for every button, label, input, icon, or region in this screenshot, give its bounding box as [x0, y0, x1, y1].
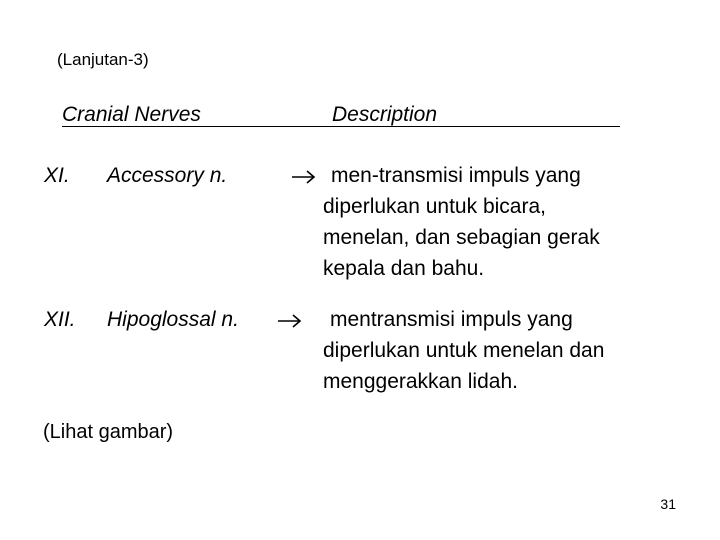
row-roman-xi: XI.	[44, 164, 70, 187]
column-header-cranial-nerves: Cranial Nerves	[62, 103, 201, 126]
description-line: diperlukan untuk menelan dan	[323, 339, 605, 362]
header-underline	[62, 126, 620, 127]
row-nerve-accessory: Accessory n.	[107, 164, 228, 187]
description-line: menelan, dan sebagian gerak	[323, 226, 600, 249]
page-number: 31	[660, 496, 676, 512]
column-header-description: Description	[332, 103, 438, 126]
description-line: menggerakkan lidah.	[323, 370, 518, 393]
description-line: mentransmisi impuls yang	[330, 308, 573, 331]
right-arrow-icon	[291, 168, 317, 191]
right-arrow-icon	[277, 312, 303, 335]
slide-subtitle: (Lanjutan-3)	[57, 50, 149, 69]
description-line: kepala dan bahu.	[323, 257, 485, 280]
row-description-hipoglossal	[323, 304, 604, 397]
row-roman-xii: XII.	[44, 308, 76, 331]
description-line: diperlukan untuk bicara,	[323, 195, 546, 218]
row-description-accessory	[323, 160, 600, 284]
see-figure-note: (Lihat gambar)	[43, 421, 174, 443]
row-nerve-hipoglossal: Hipoglossal n.	[107, 308, 239, 331]
description-line: men-transmisi impuls yang	[331, 164, 581, 187]
